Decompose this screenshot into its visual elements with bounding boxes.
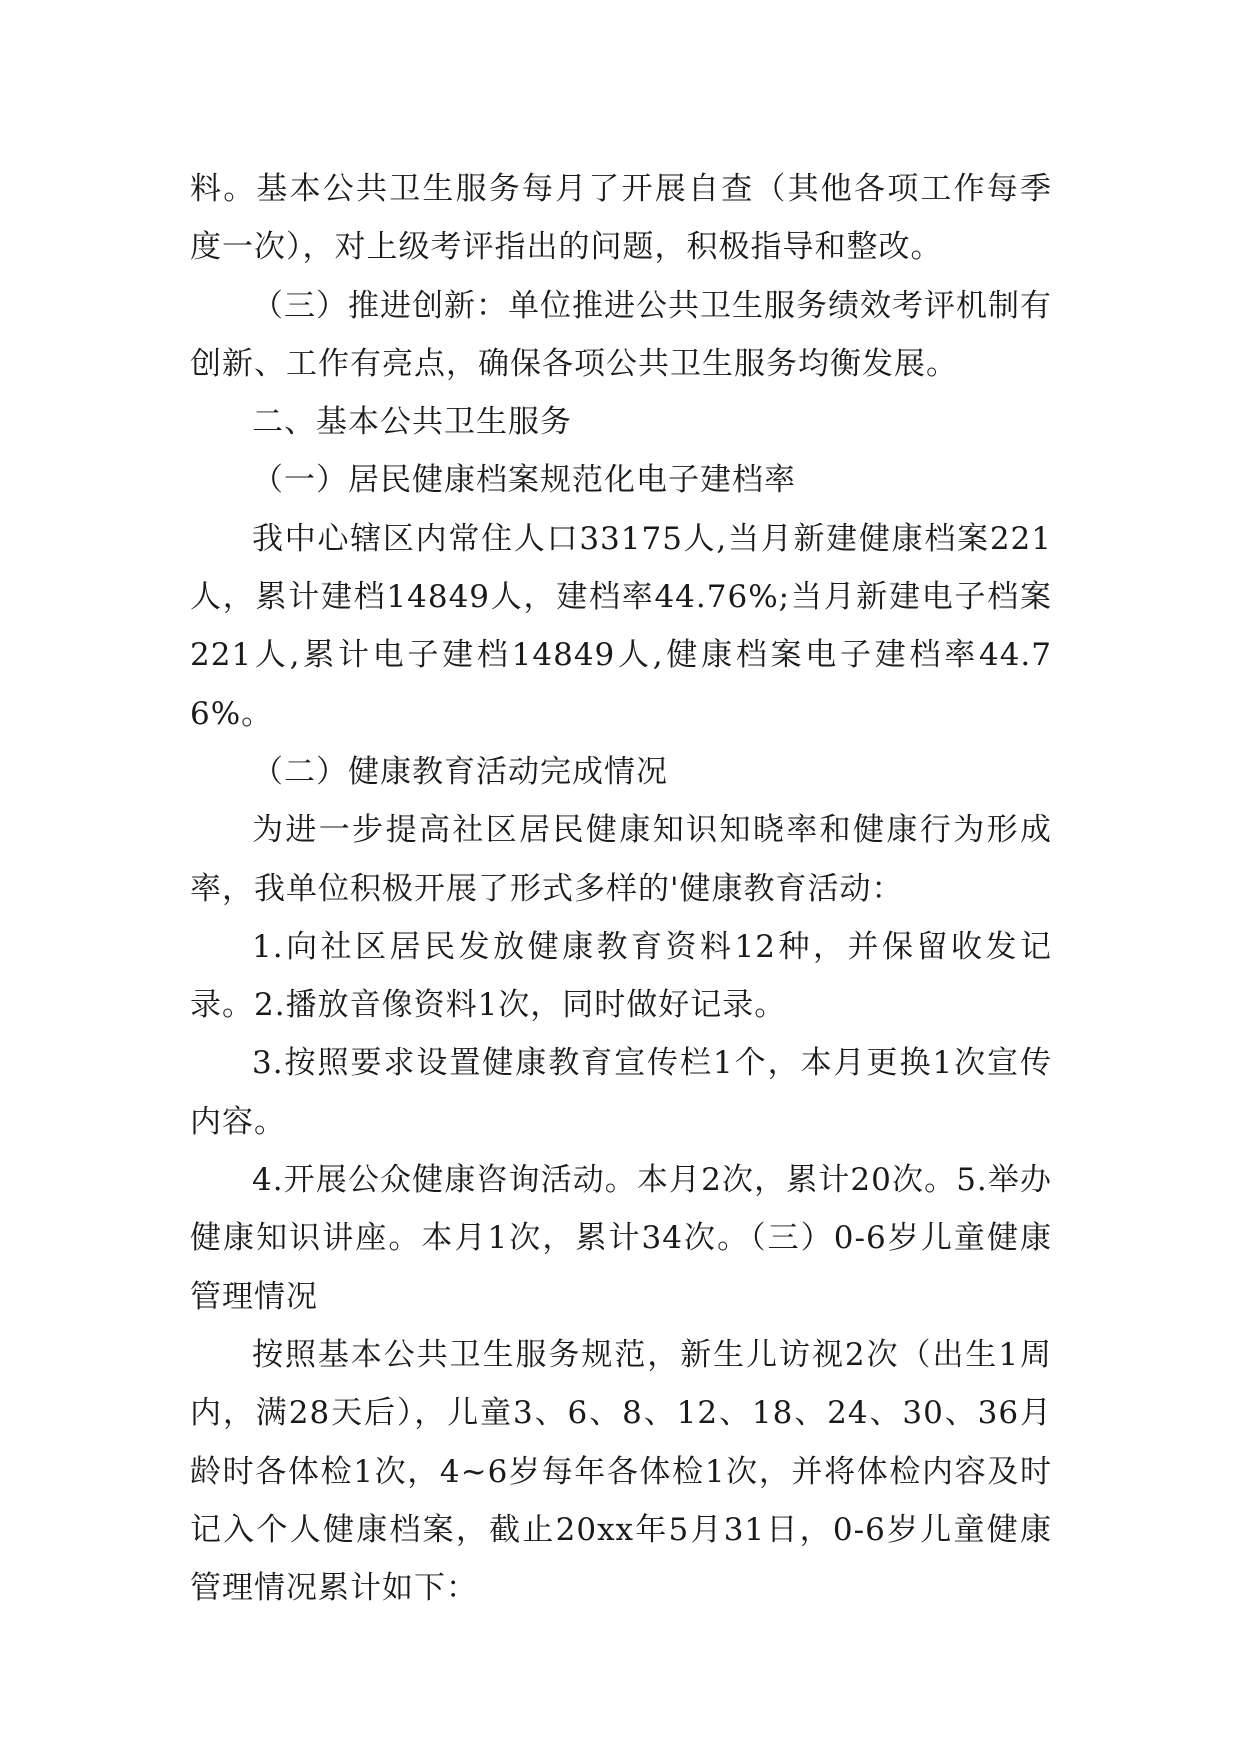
list-item-4-5: 4.开展公众健康咨询活动。本月2次，累计20次。5.举办健康知识讲座。本月1次，累计34次。（三）0-6岁儿童健康管理情况 — [190, 1162, 1052, 1315]
paragraph-innovation: （三）推进创新：单位推进公共卫生服务绩效考评机制有创新、工作有亮点，确保各项公共卫生服务均衡发展。 — [190, 287, 1052, 382]
paragraph-health-records: 我中心辖区内常住人口33175人,当月新建健康档案221人，累计建档14849人，建档率44.76%;当月新建电子档案221人,累计电子建档14849人,健康档案电子建档率44.76%。 — [190, 520, 1052, 732]
document-body — [190, 160, 1052, 1617]
subheading-health-education: （二）健康教育活动完成情况 — [252, 753, 668, 790]
paragraph-continuation: 料。基本公共卫生服务每月了开展自查（其他各项工作每季度一次），对上级考评指出的问题，积极指导和整改。 — [190, 171, 1052, 266]
list-item-3: 3.按照要求设置健康教育宣传栏1个，本月更换1次宣传内容。 — [190, 1045, 1052, 1140]
paragraph-child-health: 按照基本公共卫生服务规范，新生儿访视2次（出生1周内，满28天后），儿童3、6、8、12、18、24、30、36月龄时各体检1次，4~6岁每年各体检1次，并将体检内容及时记入个人健康档案，截止20xx年5月31日，0-6岁儿童健康管理情况累计如下： — [190, 1336, 1052, 1607]
subheading-health-records: （一）居民健康档案规范化电子建档率 — [252, 462, 796, 499]
section-heading-basic-public-health: 二、基本公共卫生服务 — [252, 404, 572, 441]
paragraph-health-education-intro: 为进一步提高社区居民健康知识知晓率和健康行为形成率，我单位积极开展了形式多样的'健康教育活动： — [190, 812, 1052, 907]
list-item-1-2: 1.向社区居民发放健康教育资料12种，并保留收发记录。2.播放音像资料1次，同时做好记录。 — [190, 928, 1052, 1024]
